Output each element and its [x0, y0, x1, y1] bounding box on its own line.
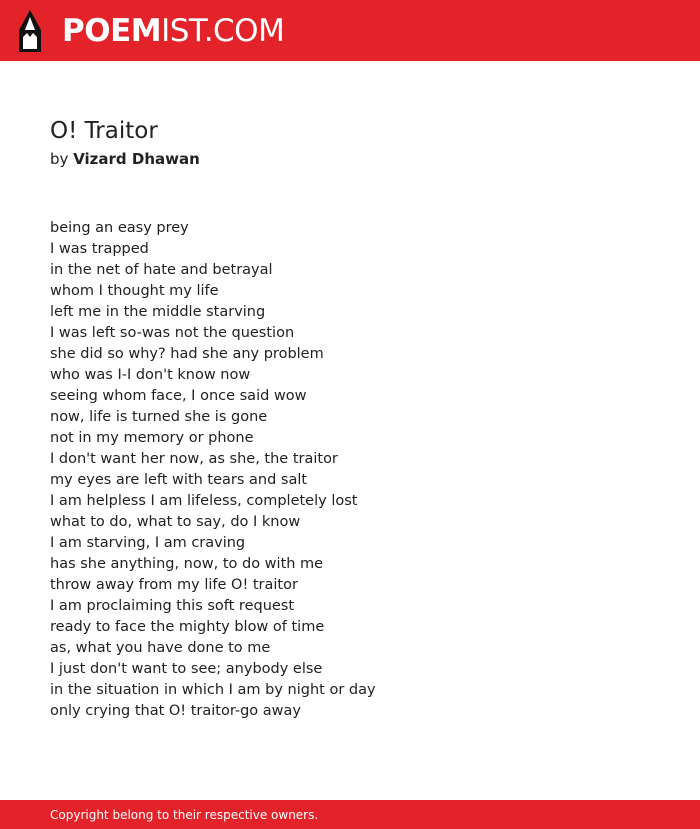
- site-header: [0, 0, 700, 61]
- poem-line: I am helpless I am lifeless, completely lost: [50, 493, 358, 509]
- poem-line: what to do, what to say, do I know: [50, 514, 301, 530]
- copyright-text: Copyright belong to their respective owners.: [50, 808, 319, 822]
- logo-bold-text: POEM: [62, 13, 162, 49]
- poem-line: now, life is turned she is gone: [50, 409, 268, 425]
- poem-line: whom I thought my life: [50, 283, 219, 299]
- poem-line: I just don't want to see; anybody else: [50, 661, 323, 677]
- poem-line: I am proclaiming this soft request: [50, 598, 295, 614]
- poem-line: not in my memory or phone: [50, 430, 254, 446]
- poem-line: ready to face the mighty blow of time: [50, 619, 325, 635]
- poem-line: has she anything, now, to do with me: [50, 556, 324, 572]
- poem-line: seeing whom face, I once said wow: [50, 388, 307, 404]
- poem-line: who was I-I don't know now: [50, 367, 251, 383]
- poem-line: throw away from my life O! traitor: [50, 577, 298, 593]
- poem-line: being an easy prey: [50, 220, 189, 236]
- logo-light-text: IST.COM: [161, 13, 285, 49]
- poem-line: I was trapped: [50, 241, 149, 257]
- poem-line: in the situation in which I am by night or day: [50, 682, 376, 698]
- pen-nib-icon[interactable]: [17, 9, 43, 53]
- poem-line: only crying that O! traitor-go away: [50, 703, 301, 719]
- author-name: Vizard Dhawan: [73, 150, 200, 168]
- poem-line: I was left so-was not the question: [50, 325, 295, 341]
- poem-title: O! Traitor: [50, 118, 158, 144]
- site-footer: [0, 800, 700, 829]
- poem-line: left me in the middle starving: [50, 304, 266, 320]
- site-logo[interactable]: [62, 13, 284, 49]
- by-label: by: [50, 150, 69, 168]
- poem-line: I don't want her now, as she, the traitor: [50, 451, 338, 467]
- poem-body: [50, 218, 376, 722]
- poem-line: my eyes are left with tears and salt: [50, 472, 308, 488]
- poem-line: she did so why? had she any problem: [50, 346, 324, 362]
- poem-line: I am starving, I am craving: [50, 535, 246, 551]
- poem-line: in the net of hate and betrayal: [50, 262, 273, 278]
- poem-line: as, what you have done to me: [50, 640, 271, 656]
- poem-byline: [50, 149, 200, 169]
